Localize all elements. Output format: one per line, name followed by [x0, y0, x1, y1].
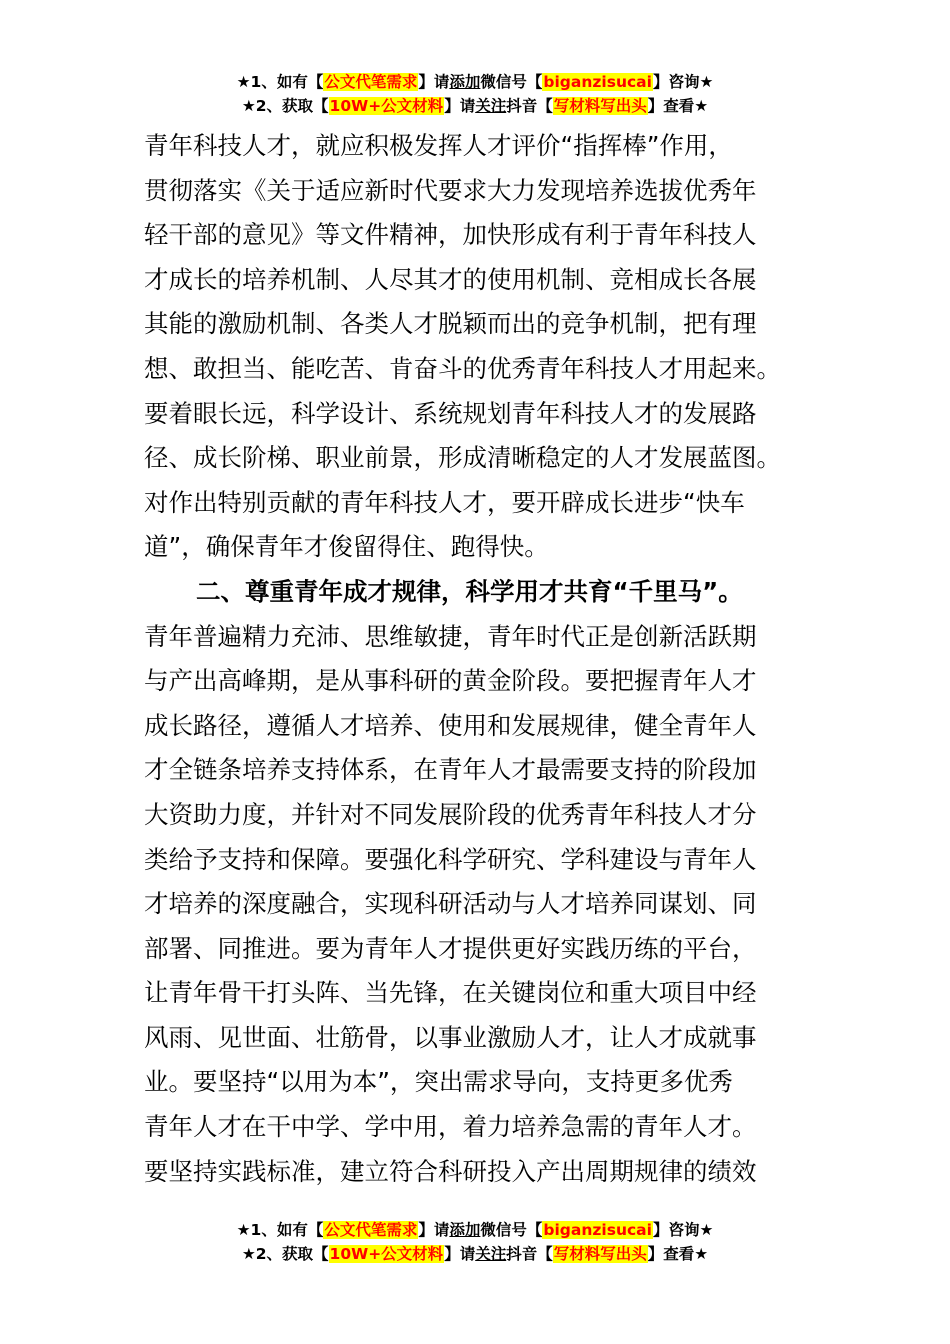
banner-line-1 [0, 1218, 950, 1242]
banner-text: 微信号【 [480, 1221, 543, 1239]
banner-text: ★2、获取【 [241, 97, 329, 115]
body-line: 道”，确保青年才俊留得住、跑得快。 [144, 532, 549, 562]
highlight-service: 公文代笔需求 [324, 1221, 418, 1239]
body-line: 轻干部的意见》等文件精神，加快形成有利于青年科技人 [144, 220, 757, 250]
banner-emphasis: 关注 [475, 1245, 507, 1263]
body-line: 要坚持实践标准，建立符合科研投入产出周期规律的绩效 [144, 1156, 757, 1186]
body-line: 想、敢担当、能吃苦、肯奋斗的优秀青年科技人才用起来。 [144, 353, 781, 383]
banner-line-2 [0, 94, 950, 118]
banner-text: ★1、如有【 [236, 73, 324, 91]
banner-text: ★2、获取【 [241, 1245, 329, 1263]
highlight-materials: 10W+公文材料 [329, 97, 444, 115]
body-line: 青年科技人才，就应积极发挥人才评价“指挥棒”作用， [144, 131, 733, 160]
banner-line-2 [0, 1242, 950, 1266]
banner-text: 】查看★ [647, 1245, 709, 1263]
body-line: 让青年骨干打头阵、当先锋，在关键岗位和重大项目中经 [144, 978, 757, 1008]
banner-text: 】查看★ [647, 97, 709, 115]
body-line: 才培养的深度融合，实现科研活动与人才培养同谋划、同 [144, 889, 757, 919]
banner-text: 抖音【 [506, 97, 553, 115]
highlight-douyin: 写材料写出头 [553, 97, 647, 115]
body-line: 对作出特别贡献的青年科技人才，要开辟成长进步“快车 [144, 487, 745, 517]
highlight-douyin: 写材料写出头 [553, 1245, 647, 1263]
body-line: 贯彻落实《关于适应新时代要求大力发现培养选拔优秀年 [144, 175, 757, 205]
highlight-service: 公文代笔需求 [324, 73, 418, 91]
banner-text: 微信号【 [480, 73, 543, 91]
banner-emphasis: 添加 [449, 1221, 481, 1239]
banner-text: 抖音【 [506, 1245, 553, 1263]
body-line: 大资助力度，并针对不同发展阶段的优秀青年科技人才分 [144, 799, 757, 829]
banner-emphasis: 关注 [475, 97, 507, 115]
body-line: 才成长的培养机制、人尽其才的使用机制、竞相成长各展 [144, 264, 757, 294]
body-line: 要着眼长远，科学设计、系统规划青年科技人才的发展路 [144, 398, 757, 428]
header-banner [0, 70, 950, 118]
body-line: 才全链条培养支持体系，在青年人才最需要支持的阶段加 [144, 755, 757, 785]
body-line: 与产出高峰期，是从事科研的黄金阶段。要把握青年人才 [144, 666, 757, 696]
body-line: 成长路径，遵循人才培养、使用和发展规律，健全青年人 [144, 710, 757, 740]
highlight-wechat-id: biganzisucai [543, 1221, 652, 1239]
banner-text: 】请 [444, 1245, 476, 1263]
banner-text: 】咨询★ [652, 73, 714, 91]
banner-text: 】咨询★ [652, 1221, 714, 1239]
body-line: 类给予支持和保障。要强化科学研究、学科建设与青年人 [144, 844, 757, 874]
body-line: 业。要坚持“以用为本”，突出需求导向，支持更多优秀 [144, 1067, 733, 1097]
body-line: 风雨、见世面、壮筋骨，以事业激励人才，让人才成就事 [144, 1022, 757, 1052]
body-line: 径、成长阶梯、职业前景，形成清晰稳定的人才发展蓝图。 [144, 443, 781, 473]
body-line: 其能的激励机制、各类人才脱颖而出的竞争机制，把有理 [144, 309, 757, 339]
banner-text: 】请 [444, 97, 476, 115]
section-heading: 二、尊重青年成才规律，科学用才共育“千里马”。 [196, 576, 743, 606]
body-line: 青年普遍精力充沛、思维敏捷，青年时代正是创新活跃期 [144, 621, 757, 651]
highlight-wechat-id: biganzisucai [543, 73, 652, 91]
footer-banner [0, 1218, 950, 1266]
body-line: 部署、同推进。要为青年人才提供更好实践历练的平台， [144, 933, 757, 963]
body-line: 青年人才在干中学、学中用，着力培养急需的青年人才。 [144, 1112, 757, 1142]
banner-line-1 [0, 70, 950, 94]
highlight-materials: 10W+公文材料 [329, 1245, 444, 1263]
document-body [144, 124, 794, 1194]
banner-text: 】请 [418, 1221, 450, 1239]
banner-text: 】请 [418, 73, 450, 91]
banner-emphasis: 添加 [449, 73, 481, 91]
banner-text: ★1、如有【 [236, 1221, 324, 1239]
